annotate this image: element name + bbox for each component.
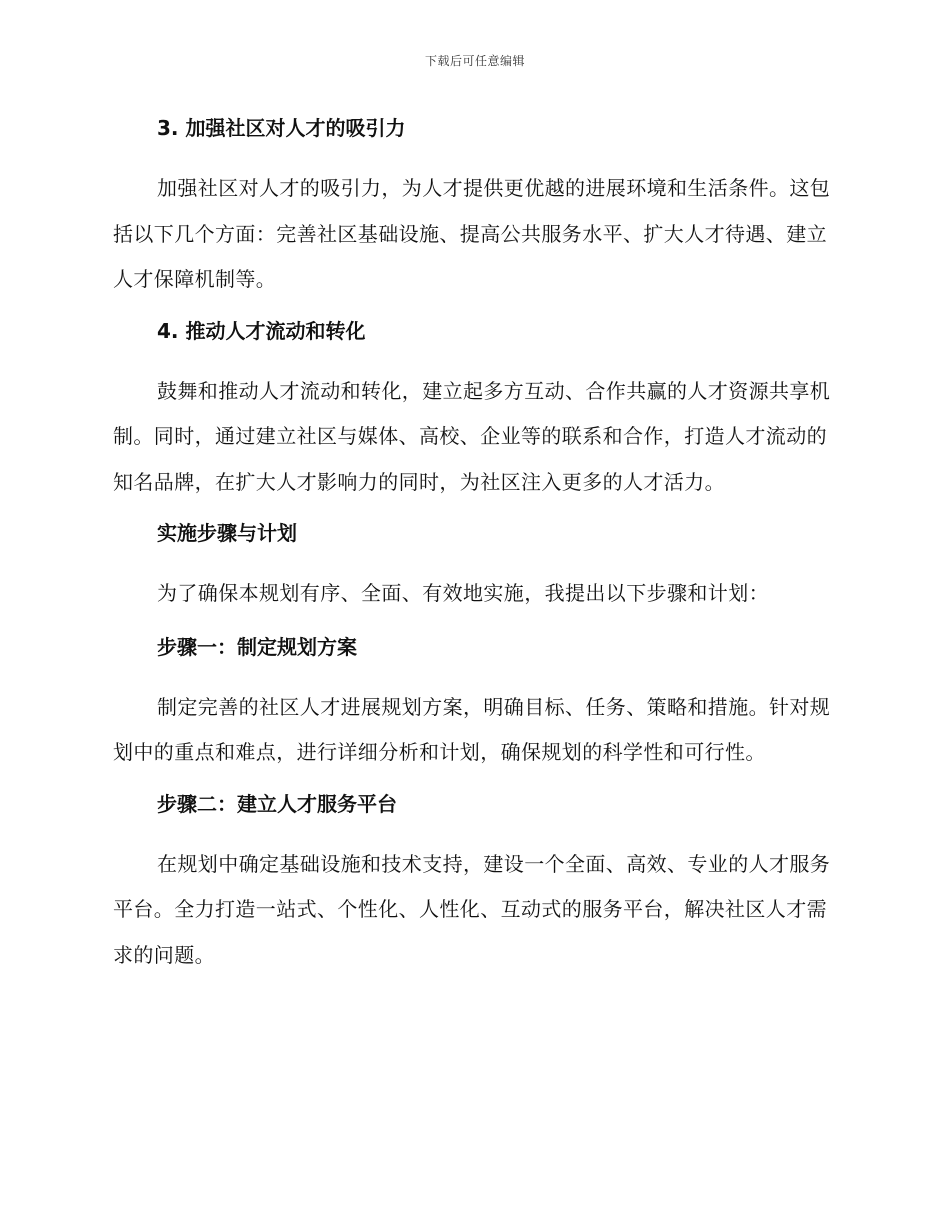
section-heading-talent-attraction: 3. 加强社区对人才的吸引力	[157, 116, 406, 140]
section-heading-step-one: 步骤一：制定规划方案	[157, 634, 357, 659]
document-body	[113, 112, 833, 990]
paragraph-talent-attraction: 加强社区对人才的吸引力，为人才提供更优越的进展环境和生活条件。这包括以下几个方面：完善社区基础设施、提高公共服务水平、扩大人才待遇、建立人才保障机制等。	[113, 176, 831, 291]
paragraph-talent-flow: 鼓舞和推动人才流动和转化，建立起多方互动、合作共赢的人才资源共享机制。同时，通过建立社区与媒体、高校、企业等的联系和合作，打造人才流动的知名品牌，在扩大人才影响力的同时，为社区注入更多的人才活力。	[113, 378, 831, 494]
section-heading-implementation: 实施步骤与计划	[157, 521, 297, 545]
section-heading-talent-flow: 4. 推动人才流动和转化	[157, 318, 366, 343]
paragraph-implementation-intro: 为了确保本规划有序、全面、有效地实施，我提出以下步骤和计划：	[157, 581, 769, 605]
paragraph-step-two: 在规划中确定基础设施和技术支持，建设一个全面、高效、专业的人才服务平台。全力打造一站式、个性化、人性化、互动式的服务平台，解决社区人才需求的问题。	[113, 851, 831, 967]
section-heading-step-two: 步骤二：建立人才服务平台	[157, 791, 397, 816]
page-header: 下载后可任意编辑	[424, 54, 525, 68]
paragraph-step-one: 制定完善的社区人才进展规划方案，明确目标、任务、策略和措施。针对规划中的重点和难点，进行详细分析和计划，确保规划的科学性和可行性。	[113, 694, 831, 764]
